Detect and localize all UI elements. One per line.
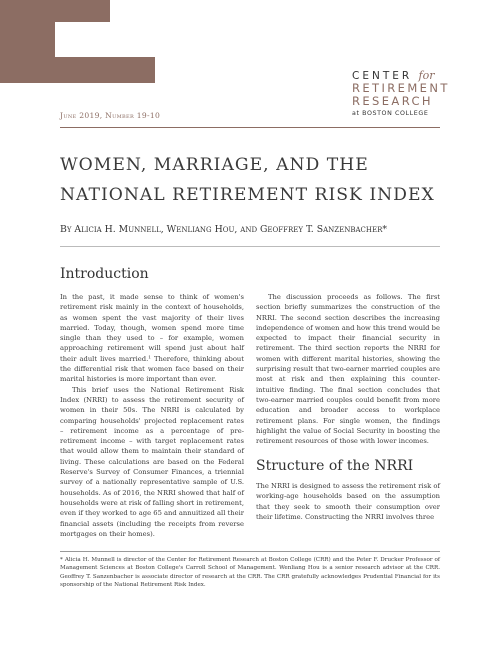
text-column-right: [256, 292, 440, 446]
section-heading-introduction: Introduction: [60, 266, 149, 282]
section-heading-structure: Structure of the NRRI: [256, 458, 414, 474]
logo-line-retirement: RETIREMENT: [352, 81, 450, 95]
decorative-bar-middle: [0, 22, 55, 57]
header-divider: [60, 127, 440, 128]
page-title: WOMEN, MARRIAGE, AND THE NATIONAL RETIREMENT RISK INDEX: [60, 155, 435, 205]
structure-column: [256, 481, 440, 522]
structure-paragraph-1: The NRRI is designed to assess the retirement risk of working-age households based on the assumption that they seek to smooth their consumption over their lifetime. Constructing the NRRI involves three: [256, 482, 440, 521]
author-divider: [60, 246, 440, 247]
intro-paragraph-1: In the past, it made sense to think of women's retirement risk mainly in the context of households, as women spent the vast majority of their lives married. Today, though, women spend more time single than they used to – for example, women approaching retirement will spend just about half their adult lives married.¹ Therefore, thinking about the differential risk that women face based on their marital histories is more important than ever.: [60, 293, 244, 384]
decorative-bar-top: [0, 0, 110, 22]
author-line: By Alicia H. Munnell, Wenliang Hou, and Geoffrey T. Sanzenbacher*: [60, 224, 388, 235]
footnote-text: * Alicia H. Munnell is director of the Center for Retirement Research at Boston College (CRR) and the Peter F. Drucker Professor of Management Sciences at Boston College's Carroll School of Management. Wenliang Hou is a senior research advisor at the CRR. Geoffrey T. Sanzenbacher is associate director of research at the CRR. The CRR gratefully acknowledges Prudential Financial for its sponsorship of the National Retirement Risk Index.: [60, 557, 440, 589]
logo-line-boston-college: at BOSTON COLLEGE: [352, 110, 429, 117]
crr-logo: [352, 70, 480, 117]
intro-paragraph-3: The discussion proceeds as follows. The first section briefly summarizes the construction of the NRRI. The second section describes the increasing independence of women and how this trend would be expected to impact their financial security in retirement. The third section reports the NRRI for women with different marital histories, showing the surprising result that two-earner married couples are most at risk and then explaining this counter-intuitive finding. The final section concludes that two-earner married couples could benefit from more education and broader access to workplace retirement plans. For single women, the findings highlight the value of Social Security in boosting the retirement resources of those with lower incomes.: [256, 293, 440, 446]
logo-line-research: RESEARCH: [352, 94, 433, 108]
issue-date-number: June 2019, Number 19-10: [60, 111, 161, 120]
text-column-left: [60, 292, 244, 539]
decorative-bar-bottom: [0, 57, 155, 83]
intro-paragraph-2: This brief uses the National Retirement Risk Index (NRRI) to assess the retirement security of women in their 50s. The NRRI is calculated by comparing households' projected replacement rates – retirement income as a percentage of pre-retirement income – with target replacement rates that would allow them to maintain their standard of living. These calculations are based on the Federal Reserve's Survey of Consumer Finances, a triennial survey of a nationally representative sample of U.S. households. As of 2016, the NRRI showed that half of households were at risk of falling short in retirement, even if they worked to age 65 and annuitized all their financial assets (including the receipts from reverse mortgages on their homes).: [60, 385, 244, 538]
footnote-divider: [60, 551, 440, 552]
logo-line-center: CENTER for: [352, 69, 435, 82]
author-footnote: [60, 556, 440, 590]
